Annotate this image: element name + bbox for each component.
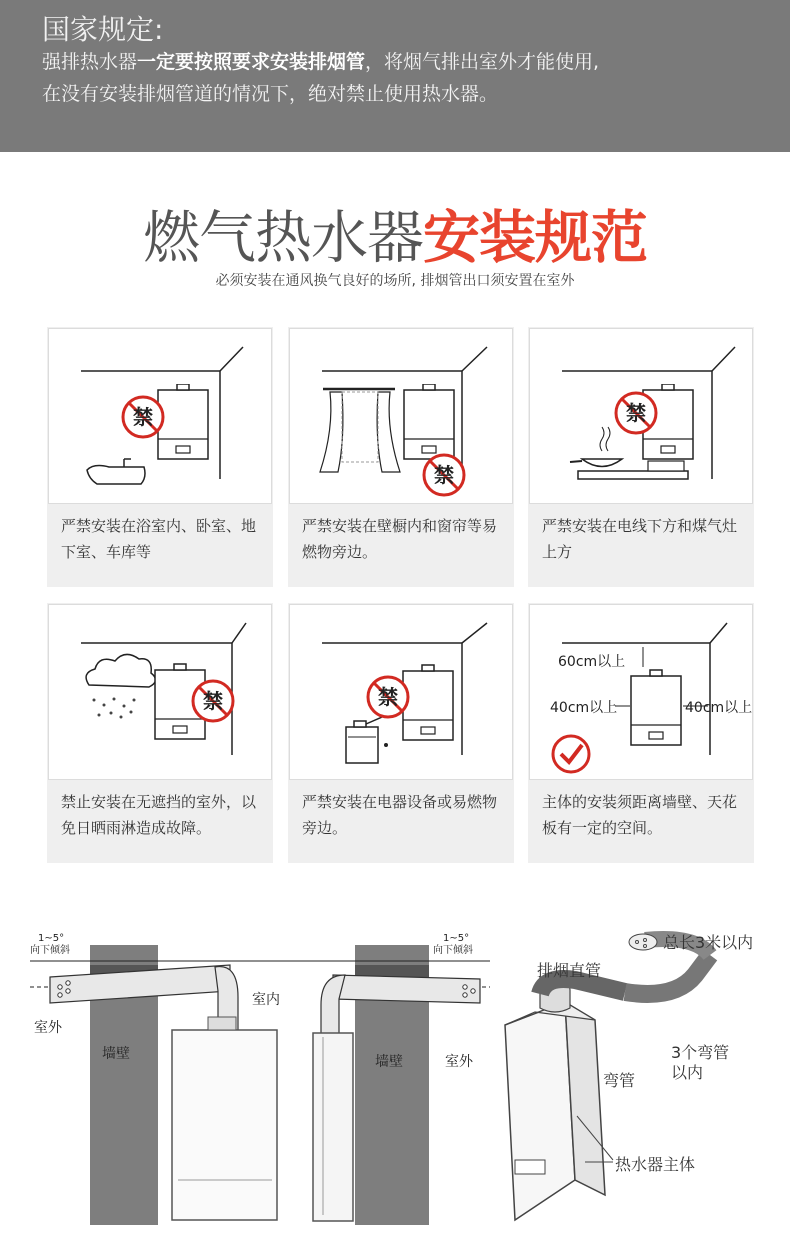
card-bathroom bbox=[47, 327, 273, 587]
heater-body-label: 热水器主体 bbox=[615, 1155, 696, 1174]
card-appliance bbox=[288, 603, 514, 863]
tilt-text-label: 向下倾斜 bbox=[433, 945, 473, 956]
svg-text:禁: 禁 bbox=[434, 463, 454, 487]
outdoor-label: 室外 bbox=[34, 1020, 62, 1036]
card-caption: 严禁安装在电器设备或易燃物旁边。 bbox=[302, 793, 498, 837]
card-curtain bbox=[288, 327, 514, 587]
card-caption: 严禁安装在电线下方和煤气灶上方 bbox=[542, 517, 738, 561]
card-illustration bbox=[289, 604, 513, 780]
check-icon bbox=[550, 733, 592, 775]
tilt-angle-label: 1~5° bbox=[443, 933, 470, 944]
card-clearance bbox=[528, 603, 754, 863]
banner-line-1 bbox=[42, 47, 599, 74]
svg-text:禁: 禁 bbox=[203, 689, 223, 713]
card-caption: 禁止安装在无遮挡的室外，以免日晒雨淋造成故障。 bbox=[61, 793, 257, 837]
elbow-count-label-2: 以内 bbox=[671, 1063, 704, 1082]
wall-label: 墙壁 bbox=[102, 1046, 130, 1062]
banner-line-2: 在没有安装排烟管道的情况下，绝对禁止使用热水器。 bbox=[42, 83, 499, 105]
title-red-part: 安装规范 bbox=[423, 205, 647, 271]
card-stove bbox=[528, 327, 754, 587]
banner-line1-post: ，将烟气排出室外才能使用, bbox=[365, 51, 600, 73]
outdoor-label: 室外 bbox=[445, 1054, 473, 1070]
wall-label: 墙壁 bbox=[375, 1054, 403, 1070]
section-subtitle: 必须安装在通风换气良好的场所, 排烟管出口须安置在室外 bbox=[215, 273, 575, 289]
straight-pipe-label: 排烟直管 bbox=[537, 961, 602, 980]
regulation-banner bbox=[0, 0, 790, 152]
tilt-angle-label: 1~5° bbox=[38, 933, 65, 944]
total-length-label: 总长3米以内 bbox=[663, 933, 754, 952]
forbidden-icon bbox=[420, 451, 468, 499]
banner-title: 国家规定: bbox=[42, 13, 164, 46]
card-caption: 主体的安装须距离墙壁、天花板有一定的空间。 bbox=[542, 793, 738, 837]
forbidden-icon bbox=[119, 393, 167, 441]
forbidden-icon bbox=[612, 389, 660, 437]
forbidden-icon bbox=[364, 673, 412, 721]
section-title bbox=[0, 192, 790, 274]
indoor-label: 室内 bbox=[252, 992, 280, 1008]
banner-line1-bold: 一定要按照要求安装排烟管 bbox=[137, 51, 366, 73]
card-illustration bbox=[289, 328, 513, 504]
svg-text:禁: 禁 bbox=[378, 685, 398, 709]
diagram-pipe-spec bbox=[495, 920, 785, 1232]
card-outdoor bbox=[47, 603, 273, 863]
card-illustration bbox=[529, 604, 753, 780]
card-illustration bbox=[48, 328, 272, 504]
clearance-left-label: 40cm以上 bbox=[550, 700, 618, 716]
card-illustration bbox=[529, 328, 753, 504]
card-illustration bbox=[48, 604, 272, 780]
diagram-through-wall-right bbox=[305, 925, 495, 1225]
banner-line1-pre: 强排热水器 bbox=[42, 51, 138, 73]
card-caption: 严禁安装在浴室内、卧室、地下室、车库等 bbox=[61, 517, 257, 561]
card-caption: 严禁安装在壁橱内和窗帘等易燃物旁边。 bbox=[302, 517, 498, 561]
svg-text:禁: 禁 bbox=[626, 401, 646, 425]
svg-text:禁: 禁 bbox=[133, 405, 153, 429]
forbidden-icon bbox=[189, 677, 237, 725]
tilt-text-label: 向下倾斜 bbox=[30, 945, 70, 956]
title-gray-part: 燃气热水器 bbox=[143, 205, 423, 271]
elbow-label: 弯管 bbox=[603, 1071, 636, 1090]
diagram-through-wall-left bbox=[20, 925, 320, 1225]
clearance-top-label: 60cm以上 bbox=[558, 654, 626, 670]
elbow-count-label: 3个弯管 bbox=[671, 1043, 730, 1062]
clearance-right-label: 40cm以上 bbox=[685, 700, 753, 716]
